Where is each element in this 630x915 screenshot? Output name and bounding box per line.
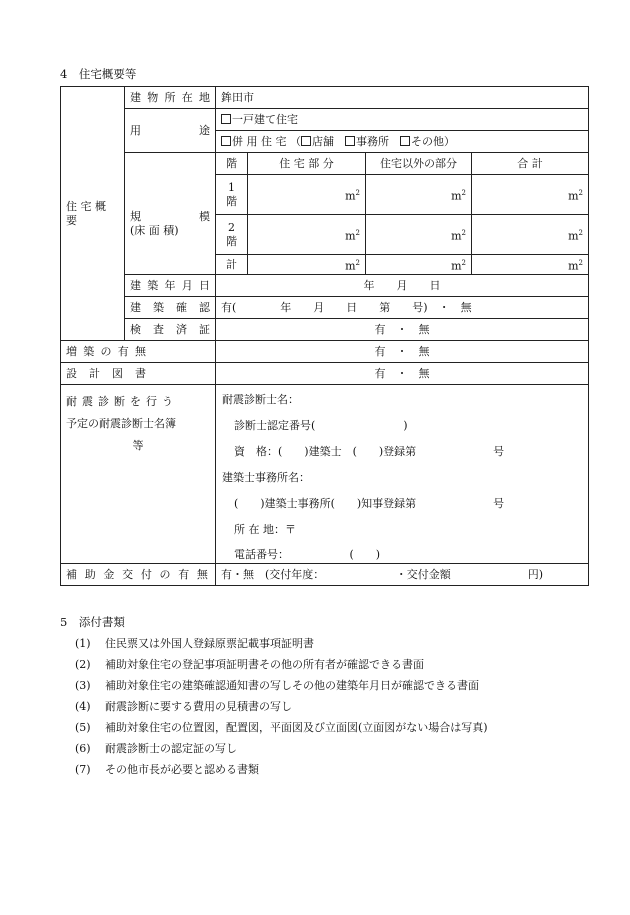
- checkbox-mixed[interactable]: [221, 136, 231, 146]
- col-other-header: 住宅以外の部分: [366, 153, 472, 175]
- floor-1-total-area[interactable]: $m^2$: [472, 175, 589, 215]
- build-confirm-label: 建 築 確 認: [125, 297, 216, 319]
- floor-area-label: (床 面 積): [130, 223, 179, 237]
- subsidy-value[interactable]: 有・無 (交付年度： ・交付金額 円): [216, 564, 589, 586]
- cert-number-field[interactable]: 診断士認定番号( ): [234, 419, 408, 432]
- phone-field[interactable]: 電話番号： ( ): [234, 548, 381, 561]
- extension-label: 増 築 の 有 無: [61, 341, 216, 363]
- floor-1-residence-area[interactable]: $m^2$: [248, 175, 366, 215]
- housing-outline-label: [61, 87, 125, 341]
- total-residence-area[interactable]: $m^2$: [248, 255, 366, 275]
- floor-1-other-area[interactable]: $m^2$: [366, 175, 472, 215]
- diagnostician-label: 耐震診断を行う 予定の耐震診断士名簿 等: [61, 385, 216, 564]
- floor-2-other-area[interactable]: $m^2$: [366, 215, 472, 255]
- attachment-item: (1) 住民票又は外国人登録原票記載事項証明書: [75, 637, 314, 650]
- floor-2-total-area[interactable]: $m^2$: [472, 215, 589, 255]
- housing-outline-table: [60, 86, 589, 586]
- floor-2-residence-area[interactable]: $m^2$: [248, 215, 366, 255]
- outline-label-line2: 要: [66, 213, 77, 227]
- section-4-title: 4 住宅概要等: [60, 67, 137, 81]
- extension-value[interactable]: 有 ・ 無: [216, 341, 589, 363]
- outline-label-line1: 住 宅 概: [66, 199, 106, 213]
- scale-label: 規 模 (床 面 積): [125, 153, 216, 275]
- drawings-label: 設 計 図 書: [61, 363, 216, 385]
- section-5-title: 5 添付書類: [60, 615, 125, 629]
- attachment-item: (6) 耐震診断士の認定証の写し: [75, 742, 237, 755]
- use-option-detached[interactable]: 一戸建て住宅: [216, 109, 589, 131]
- total-row-label: 計: [216, 255, 248, 275]
- location-label: 建 物 所 在 地: [125, 87, 216, 109]
- location-value[interactable]: 鉾田市: [216, 87, 589, 109]
- inspection-value[interactable]: 有 ・ 無: [216, 319, 589, 341]
- address-field[interactable]: 所 在 地：〒: [234, 523, 296, 536]
- attachment-item: (3) 補助対象住宅の建築確認通知書の写しその他の建築年月日が確認できる書面: [75, 679, 479, 692]
- checkbox-detached[interactable]: [221, 114, 231, 124]
- checkbox-shop[interactable]: [301, 136, 311, 146]
- diagnostician-name-field[interactable]: 耐震診断士名：: [222, 393, 299, 406]
- floor-2-label: 2 階: [216, 215, 248, 255]
- checkbox-office[interactable]: [345, 136, 355, 146]
- build-confirm-value[interactable]: 有( 年 月 日 第 号) ・ 無: [216, 297, 589, 319]
- subsidy-label: 補 助 金 交 付 の 有 無: [61, 564, 216, 586]
- build-date-value[interactable]: 年 月 日: [216, 275, 589, 297]
- use-label: 用 途: [125, 109, 216, 153]
- col-residence-header: 住 宅 部 分: [248, 153, 366, 175]
- checkbox-other[interactable]: [400, 136, 410, 146]
- attachment-item: (4) 耐震診断に要する費用の見積書の写し: [75, 700, 292, 713]
- use-option-mixed[interactable]: 併 用 住 宅 （ 店舗 事務所 その他）: [216, 131, 589, 153]
- inspection-label: 検 査 済 証: [125, 319, 216, 341]
- diagnostician-details: [216, 385, 589, 564]
- build-date-label: 建 築 年 月 日: [125, 275, 216, 297]
- attachment-item: (7) その他市長が必要と認める書類: [75, 763, 259, 776]
- qualification-field[interactable]: 資 格：( )建築士 ( )登録第 号: [234, 445, 505, 458]
- col-floor-header: 階: [216, 153, 248, 175]
- total-total-area[interactable]: $m^2$: [472, 255, 589, 275]
- drawings-value[interactable]: 有 ・ 無: [216, 363, 589, 385]
- col-total-header: 合 計: [472, 153, 589, 175]
- total-other-area[interactable]: $m^2$: [366, 255, 472, 275]
- floor-1-label: 1 階: [216, 175, 248, 215]
- office-registration-field[interactable]: ( )建築士事務所( )知事登録第 号: [234, 497, 505, 510]
- office-name-field[interactable]: 建築士事務所名：: [222, 471, 310, 484]
- attachment-item: (5) 補助対象住宅の位置図，配置図，平面図及び立面図(立面図がない場合は写真): [75, 721, 488, 734]
- attachment-item: (2) 補助対象住宅の登記事項証明書その他の所有者が確認できる書面: [75, 658, 424, 671]
